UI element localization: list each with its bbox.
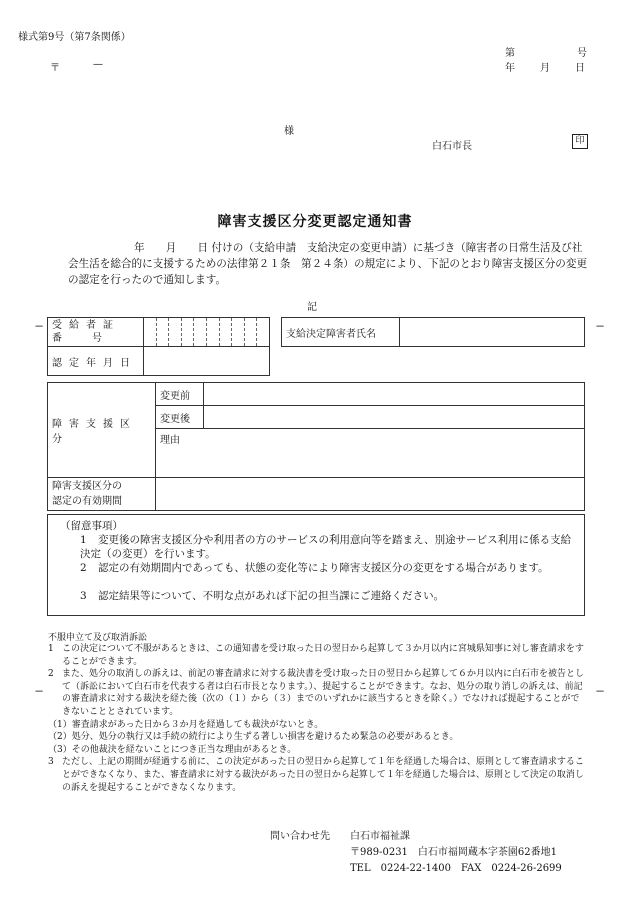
recipient-number-field[interactable] bbox=[144, 318, 270, 347]
date-year-label: 年 bbox=[505, 63, 515, 74]
form-number: 様式第9号（第7条関係） bbox=[18, 32, 131, 43]
appeal-item: 3 ただし、上記の期間が経過する前に、この決定があった日の翌日から起算して１年を経過した場合は、原則として審査請求することができなくなり、また、審査請求に対する裁決があった日の翌日から起算して１年を経過した場合は、原則として決定の取消しの訴えを提起することができなくなります。 bbox=[48, 757, 584, 793]
reason-field[interactable] bbox=[156, 429, 585, 478]
appeal-sub-item: （2）処分、処分の執行又は手続の続行により生ずる著しい損害を避けるため緊急の必要があるとき。 bbox=[48, 732, 459, 743]
notice-body bbox=[68, 240, 588, 288]
after-field[interactable] bbox=[204, 406, 585, 429]
notes-box bbox=[47, 514, 585, 616]
cert-date-field[interactable] bbox=[144, 347, 270, 376]
date-month-label: 月 bbox=[540, 63, 550, 74]
before-label: 変更前 bbox=[156, 383, 204, 406]
appeal-sub-item: （3）その他裁決を経ないことにつき正当な理由があるとき。 bbox=[48, 744, 297, 755]
beneficiary-name-label: 支給決定障害者氏名 bbox=[282, 318, 400, 347]
body-date-prefix: 年 月 日 付けの bbox=[134, 242, 244, 254]
recipient-info-table bbox=[47, 317, 585, 376]
before-field[interactable] bbox=[204, 383, 585, 406]
ki-heading: 記 bbox=[307, 302, 317, 313]
postal-mark: 〒 bbox=[50, 63, 60, 74]
cut-mark-left: --- bbox=[35, 321, 43, 332]
validity-field[interactable] bbox=[156, 478, 585, 511]
cut-mark-left: --- bbox=[35, 686, 43, 697]
note-item: 3 認定結果等について、不明な点があれば下記の担当課にご連絡ください。 bbox=[80, 590, 445, 602]
cut-mark-right: --- bbox=[596, 321, 604, 332]
page-title: 障害支援区分変更認定通知書 bbox=[217, 214, 413, 230]
addressee-suffix: 様 bbox=[284, 126, 294, 137]
body-text: （支給申請 支給決定の変更申請）に基づき（障害者の日常生活及び社会生活を総合的に支援するための法律第２１条 第２４条）の規定により、下記のとおり障害支援区分の変更の認定を行ったので通知します。 bbox=[68, 242, 588, 286]
date-day-label: 日 bbox=[575, 63, 585, 74]
appeal-item: 1 この決定について不服があるときは、この通知書を受け取った日の翌日から起算して３か月以内に宮城県知事に対し審査請求をすることができます。 bbox=[48, 644, 584, 667]
issuer-name: 白石市長 bbox=[432, 141, 472, 152]
appeal-sub-item: （1）審査請求があった日から３か月を経過しても裁決がないとき。 bbox=[48, 719, 324, 730]
support-category-table bbox=[47, 382, 585, 511]
appeal-header: 不服申立て及び取消訴訟 bbox=[48, 633, 148, 643]
note-item: 2 認定の有効期間内であっても、状態の変化等により障害支援区分の変更をする場合があります。 bbox=[80, 562, 549, 574]
contact-block bbox=[270, 829, 562, 877]
notes-header: （留意事項） bbox=[60, 520, 123, 532]
appeal-section bbox=[48, 643, 588, 794]
after-label: 変更後 bbox=[156, 406, 204, 429]
recipient-number-label: 受給者証 番 号 bbox=[48, 318, 144, 347]
appeal-item: 2 また、処分の取消しの訴えは、前記の審査請求に対する裁決書を受け取った日の翌日から起算して６か月以内に白石市を被告として（訴訟において白石市を代表する者は白石市長となります。）、提起することができます。なお、処分の取り消しの訴えは、前記の審査請求に対する裁決を経た後（次の（１）から（３）までのいずれかに該当するときを除く。）でなければ提起することができないこととされています。 bbox=[48, 669, 585, 717]
document-number-unit: 号 bbox=[577, 48, 587, 59]
reason-label: 理由 bbox=[160, 435, 180, 446]
beneficiary-name-field[interactable] bbox=[400, 318, 585, 347]
seal-stamp: 印 bbox=[572, 134, 588, 149]
validity-label: 障害支援区分の 認定の有効期間 bbox=[48, 478, 156, 511]
contact-address: 〒989-0231 白石市福岡蔵本字茶園62番地1 bbox=[350, 847, 558, 858]
cut-mark-right: --- bbox=[596, 686, 604, 697]
contact-tel-fax: TEL 0224-22-1400 FAX 0224-26-2699 bbox=[350, 863, 562, 874]
cert-date-label: 認定年月日 bbox=[48, 347, 144, 376]
contact-department: 白石市福祉課 bbox=[350, 831, 410, 842]
document-number-label: 第 bbox=[505, 48, 515, 59]
note-item: 1 変更後の障害支援区分や利用者の方のサービスの利用意向等を踏まえ、別途サービス利用に係る支給決定（の変更）を行います。 bbox=[80, 534, 572, 560]
contact-label: 問い合わせ先 bbox=[270, 831, 330, 842]
category-label: 障害支援区分 bbox=[48, 383, 156, 478]
postal-dash: — bbox=[93, 59, 103, 70]
